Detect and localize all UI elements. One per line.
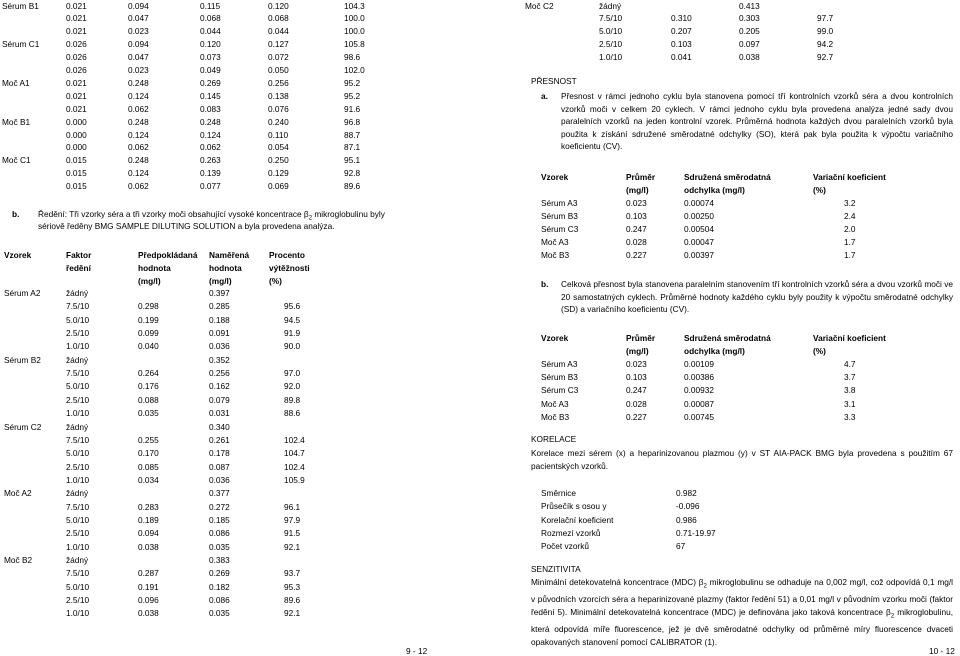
dilution-cell: 88.6 bbox=[284, 408, 301, 419]
precision-a-cell: Moč B3 bbox=[541, 250, 570, 261]
precision-a-cell: Sérum B3 bbox=[541, 211, 578, 222]
dilution-cell: 102.4 bbox=[284, 434, 305, 445]
linearity-cell: 0.000 bbox=[66, 129, 87, 140]
precision-a-cell: 2.0 bbox=[844, 224, 856, 235]
linearity-cell: 0.083 bbox=[200, 103, 221, 114]
linearity-cell: 0.110 bbox=[268, 129, 289, 140]
dilution-cell: 0.269 bbox=[209, 568, 230, 579]
linearity-cell: 100.0 bbox=[344, 26, 365, 37]
linearity-cell: 0.023 bbox=[128, 26, 149, 37]
dilution-cell: 1.0/10 bbox=[66, 474, 90, 485]
precision-a-header-cell: Variační koeficient bbox=[813, 172, 886, 182]
precision-b-cell: Sérum A3 bbox=[541, 359, 578, 369]
dilution-cell: 0.383 bbox=[209, 555, 230, 565]
dilution-cont-cell: 0.041 bbox=[671, 52, 692, 63]
precision-b-cell: 0.103 bbox=[626, 372, 647, 383]
dilution-cont-cell: 0.103 bbox=[671, 39, 692, 50]
precision-a-cell: 0.103 bbox=[626, 211, 647, 222]
linearity-cell: 0.068 bbox=[200, 13, 221, 24]
linearity-cell: Moč B1 bbox=[2, 116, 31, 127]
linearity-cell: 0.015 bbox=[66, 181, 87, 192]
dilution-cell: 1.0/10 bbox=[66, 341, 90, 352]
precision-b-cell: 3.8 bbox=[844, 385, 856, 396]
linearity-cell: 0.256 bbox=[268, 77, 289, 88]
linearity-cell: 89.6 bbox=[344, 181, 361, 192]
page-number-left: 9 - 12 bbox=[406, 646, 428, 656]
dilution-cell: 0.261 bbox=[209, 434, 230, 445]
dilution-cell: 0.038 bbox=[138, 541, 159, 552]
dilution-cell: 0.038 bbox=[138, 608, 159, 619]
precision-a-cell: 0.00074 bbox=[684, 198, 714, 208]
precision-a-cell: 1.7 bbox=[844, 237, 856, 248]
linearity-cell: 0.054 bbox=[268, 142, 289, 153]
dilution-cell: 89.8 bbox=[284, 394, 301, 405]
precision-b-cell: 0.00386 bbox=[684, 372, 714, 383]
dilution-cell: 0.085 bbox=[138, 461, 159, 472]
precision-a-cell: 1.7 bbox=[844, 250, 856, 261]
precision-a-header-cell: (%) bbox=[813, 185, 826, 195]
precision-a-cell: Sérum A3 bbox=[541, 198, 578, 208]
correlation-stat-cell: 0.71-19.97 bbox=[676, 527, 716, 538]
dilution-cell: 0.096 bbox=[138, 595, 159, 606]
dilution-cell: Sérum A2 bbox=[4, 288, 41, 298]
linearity-cell: 0.120 bbox=[268, 0, 289, 11]
precision-b-cell: 3.1 bbox=[844, 398, 856, 409]
linearity-cell: 0.021 bbox=[66, 90, 87, 101]
linearity-cell: 104.3 bbox=[344, 0, 365, 11]
dilution-cell: 94.5 bbox=[284, 314, 301, 325]
dilution-cell: Moč B2 bbox=[4, 555, 33, 565]
dilution-cell: 0.176 bbox=[138, 381, 159, 392]
dilution-cell: 0.079 bbox=[209, 394, 230, 405]
linearity-cell: 100.0 bbox=[344, 13, 365, 24]
precision-b-header-cell: Průměr bbox=[626, 333, 656, 343]
senzitivita-text: Minimální detekovatelná koncentrace (MDC) $\beta_2$ mikroglobulinu se odhaduje na 0,002 mg/l, což odpovídá 0,1 mg/l v původních vzorcích séra a heparinizované plazmy (faktor ředění 51) a 0,01 mg/l v původním vzorku moči (faktor ředění 5). Minimální detekovatelná koncentrace (MDC) je definována jako taková koncentrace $\beta_2$ mikroglobulinu, která odpovídá míře fluorescence, jež je dvě směrodatné odchylky od průměrné míry fluorescence dvaceti opakovaných stanovení pomocí CALIBRATOR (1). bbox=[531, 577, 954, 647]
dilution-cont-cell: 0.303 bbox=[739, 13, 760, 24]
linearity-cell: 0.068 bbox=[268, 13, 289, 24]
linearity-cell: 0.138 bbox=[268, 90, 289, 101]
linearity-cell: 0.115 bbox=[200, 0, 221, 11]
precision-b-header-cell: Variační koeficient bbox=[813, 333, 886, 343]
dilution-header-cell: (mg/l) bbox=[209, 276, 232, 286]
dilution-cell: 0.088 bbox=[138, 394, 159, 405]
dilution-header-cell: Vzorek bbox=[4, 250, 32, 260]
linearity-cell: 0.263 bbox=[200, 155, 221, 166]
dilution-cell: 90.0 bbox=[284, 341, 301, 352]
precision-b-cell: 3.3 bbox=[844, 411, 856, 422]
linearity-cell: 87.1 bbox=[344, 142, 361, 153]
linearity-cell: 0.127 bbox=[268, 39, 289, 50]
precision-a-header-cell: (mg/l) bbox=[626, 185, 649, 195]
linearity-cell: 0.021 bbox=[66, 13, 87, 24]
dilution-cell: 0.272 bbox=[209, 501, 230, 512]
linearity-cell: 0.000 bbox=[66, 142, 87, 153]
correlation-stat-cell: Korelační koeficient bbox=[541, 514, 614, 525]
dilution-cell: žádný bbox=[66, 354, 89, 365]
linearity-cell: 0.026 bbox=[66, 52, 87, 63]
dilution-cell: 0.031 bbox=[209, 408, 230, 419]
dilution-cell: 0.264 bbox=[138, 368, 159, 379]
dilution-cell: 95.3 bbox=[284, 581, 301, 592]
linearity-cell: 91.6 bbox=[344, 103, 361, 114]
linearity-cell: 0.124 bbox=[200, 129, 221, 140]
linearity-cell: 92.8 bbox=[344, 168, 361, 179]
dilution-cell: 0.099 bbox=[138, 328, 159, 339]
dilution-cell: 92.1 bbox=[284, 541, 301, 552]
dilution-cell: 96.1 bbox=[284, 501, 301, 512]
precision-b-header-cell: (%) bbox=[813, 346, 826, 356]
dilution-cell: 0.191 bbox=[138, 581, 159, 592]
linearity-cell: 0.026 bbox=[66, 39, 87, 50]
dilution-cell: Sérum B2 bbox=[4, 354, 41, 365]
dilution-cell: 92.1 bbox=[284, 608, 301, 619]
dilution-cell: 97.9 bbox=[284, 514, 301, 525]
precision-b-cell: Moč A3 bbox=[541, 398, 569, 409]
linearity-cell: 0.026 bbox=[66, 65, 87, 75]
dilution-cont-cell: 0.097 bbox=[739, 39, 760, 50]
dilution-cell: 97.0 bbox=[284, 368, 301, 379]
dilution-cell: 92.0 bbox=[284, 381, 301, 392]
presnost-a-marker: a. bbox=[541, 91, 548, 101]
linearity-cell: 0.094 bbox=[128, 39, 149, 50]
dilution-cell: 7.5/10 bbox=[66, 301, 90, 312]
right-page bbox=[522, 0, 960, 656]
dilution-cell: žádný bbox=[66, 488, 89, 499]
dilution-cell: 0.086 bbox=[209, 595, 230, 606]
dilution-cont-cell: 5.0/10 bbox=[599, 26, 623, 37]
linearity-cell: 0.124 bbox=[128, 129, 149, 140]
dilution-cell: 0.283 bbox=[138, 501, 159, 512]
linearity-cell: 0.248 bbox=[128, 155, 149, 166]
linearity-cell: 0.124 bbox=[128, 90, 149, 101]
dilution-header-cell: Faktor bbox=[66, 250, 92, 260]
linearity-cell: 0.062 bbox=[128, 103, 149, 114]
dilution-cell: 2.5/10 bbox=[66, 394, 90, 405]
precision-b-cell: 0.00745 bbox=[684, 411, 714, 422]
linearity-cell: 0.077 bbox=[200, 181, 221, 192]
precision-a-cell: 0.00397 bbox=[684, 250, 714, 261]
linearity-cell: 98.6 bbox=[344, 52, 361, 63]
left-page bbox=[0, 0, 432, 656]
dilution-cell: Moč A2 bbox=[4, 488, 32, 499]
dilution-cell: 104.7 bbox=[284, 448, 305, 459]
linearity-cell: 0.062 bbox=[128, 181, 149, 192]
linearity-cell: 0.015 bbox=[66, 155, 87, 166]
linearity-cell: 95.1 bbox=[344, 155, 361, 166]
linearity-cell: 0.047 bbox=[128, 13, 149, 24]
dilution-cell: žádný bbox=[66, 555, 89, 565]
dilution-cont-cell: žádný bbox=[599, 0, 622, 11]
linearity-cell: 0.129 bbox=[268, 168, 289, 179]
dilution-cell: 7.5/10 bbox=[66, 434, 90, 445]
dilution-cell: 0.256 bbox=[209, 368, 230, 379]
dilution-cell: žádný bbox=[66, 288, 89, 298]
dilution-header-cell: Naměřená bbox=[209, 250, 250, 260]
precision-b-cell: 0.247 bbox=[626, 385, 647, 396]
precision-b-cell: 0.00087 bbox=[684, 398, 714, 409]
linearity-cell: 96.8 bbox=[344, 116, 361, 127]
precision-b-header-cell: Sdružená směrodatná bbox=[684, 333, 771, 343]
precision-a-cell: Sérum C3 bbox=[541, 224, 579, 235]
linearity-cell: 0.145 bbox=[200, 90, 221, 101]
precision-a-cell: 0.00250 bbox=[684, 211, 714, 222]
dilution-cell: 0.185 bbox=[209, 514, 230, 525]
dilution-cell: 1.0/10 bbox=[66, 408, 90, 419]
linearity-cell: 0.073 bbox=[200, 52, 221, 63]
dilution-header-cell: Procento bbox=[269, 250, 305, 260]
dilution-cont-cell: Moč C2 bbox=[525, 0, 554, 11]
dilution-header-cell: (mg/l) bbox=[138, 276, 161, 286]
linearity-cell: 88.7 bbox=[344, 129, 361, 140]
linearity-cell: 0.269 bbox=[200, 77, 221, 88]
linearity-cell: 95.2 bbox=[344, 90, 361, 101]
linearity-cell: 0.076 bbox=[268, 103, 289, 114]
dilution-cont-cell: 0.310 bbox=[671, 13, 692, 24]
linearity-cell: 0.240 bbox=[268, 116, 289, 127]
precision-b-cell: Sérum C3 bbox=[541, 385, 579, 396]
dilution-cont-cell: 0.413 bbox=[739, 0, 760, 11]
linearity-cell: 0.248 bbox=[200, 116, 221, 127]
dilution-cell: 91.9 bbox=[284, 328, 301, 339]
precision-a-cell: 0.023 bbox=[626, 198, 647, 208]
linearity-cell: 0.000 bbox=[66, 116, 87, 127]
dilution-header-cell: Předpokládaná bbox=[138, 250, 198, 260]
linearity-cell: 0.047 bbox=[128, 52, 149, 63]
precision-b-header-cell: odchylka (mg/l) bbox=[684, 346, 745, 356]
linearity-cell: 95.2 bbox=[344, 77, 361, 88]
precision-b-cell: 3.7 bbox=[844, 372, 856, 383]
precision-a-header-cell: Průměr bbox=[626, 172, 656, 182]
dilution-cell: 2.5/10 bbox=[66, 528, 90, 539]
dilution-cell: 0.035 bbox=[209, 541, 230, 552]
dilution-cont-cell: 97.7 bbox=[817, 13, 834, 24]
dilution-cell: 0.199 bbox=[138, 314, 159, 325]
precision-b-header-cell: (mg/l) bbox=[626, 346, 649, 356]
dilution-cont-cell: 1.0/10 bbox=[599, 52, 623, 63]
dilution-cell: 0.036 bbox=[209, 341, 230, 352]
dilution-cont-cell: 99.0 bbox=[817, 26, 834, 37]
dilution-cell: 0.035 bbox=[138, 408, 159, 419]
dilution-cell: 0.352 bbox=[209, 354, 230, 365]
linearity-cell: 0.015 bbox=[66, 168, 87, 179]
precision-b-cell: 4.7 bbox=[844, 359, 856, 369]
dilution-cell: 0.162 bbox=[209, 381, 230, 392]
dilution-cont-cell: 0.207 bbox=[671, 26, 692, 37]
dilution-cell: 7.5/10 bbox=[66, 368, 90, 379]
linearity-cell: 102.0 bbox=[344, 65, 365, 75]
correlation-stat-cell: Směrnice bbox=[541, 488, 577, 498]
linearity-cell: 0.021 bbox=[66, 103, 87, 114]
correlation-stat-cell: 0.982 bbox=[676, 488, 697, 498]
dilution-cell: 0.086 bbox=[209, 528, 230, 539]
linearity-cell: Sérum C1 bbox=[2, 39, 40, 50]
precision-b-cell: 0.028 bbox=[626, 398, 647, 409]
dilution-header-cell: (%) bbox=[269, 276, 282, 286]
dilution-cell: 91.5 bbox=[284, 528, 301, 539]
precision-a-header-cell: odchylka (mg/l) bbox=[684, 185, 745, 195]
dilution-cell: 0.285 bbox=[209, 301, 230, 312]
dilution-cell: 1.0/10 bbox=[66, 608, 90, 619]
precision-b-cell: 0.00932 bbox=[684, 385, 714, 396]
dilution-cell: Sérum C2 bbox=[4, 421, 42, 432]
precision-a-cell: 0.00047 bbox=[684, 237, 714, 248]
dilution-cell: 5.0/10 bbox=[66, 381, 90, 392]
dilution-cell: 0.087 bbox=[209, 461, 230, 472]
linearity-cell: Sérum B1 bbox=[2, 0, 39, 11]
dilution-cell: 0.182 bbox=[209, 581, 230, 592]
linearity-cell: Moč A1 bbox=[2, 77, 30, 88]
presnost-heading: PŘESNOST bbox=[531, 76, 577, 86]
dilution-cell: 2.5/10 bbox=[66, 328, 90, 339]
dilution-cell: 7.5/10 bbox=[66, 568, 90, 579]
dilution-cell: 0.035 bbox=[209, 608, 230, 619]
precision-a-cell: 2.4 bbox=[844, 211, 856, 222]
dilution-cell: 2.5/10 bbox=[66, 595, 90, 606]
dilution-cell: 0.188 bbox=[209, 314, 230, 325]
linearity-cell: 0.021 bbox=[66, 77, 87, 88]
precision-a-cell: 0.247 bbox=[626, 224, 647, 235]
dilution-cell: 2.5/10 bbox=[66, 461, 90, 472]
linearity-cell: 0.062 bbox=[128, 142, 149, 153]
linearity-cell: 0.044 bbox=[200, 26, 221, 37]
linearity-cell: 0.023 bbox=[128, 65, 149, 75]
dilution-cell: 102.4 bbox=[284, 461, 305, 472]
linearity-cell: 0.250 bbox=[268, 155, 289, 166]
dilution-cell: 0.189 bbox=[138, 514, 159, 525]
linearity-cell: 105.8 bbox=[344, 39, 365, 50]
dilution-header-cell: výtěžnosti bbox=[269, 263, 310, 273]
linearity-cell: 0.248 bbox=[128, 77, 149, 88]
correlation-stat-cell: Průsečík s osou y bbox=[541, 501, 607, 512]
precision-b-cell: 0.00109 bbox=[684, 359, 714, 369]
precision-b-cell: Moč B3 bbox=[541, 411, 570, 422]
presnost-b-marker: b. bbox=[541, 279, 549, 289]
linearity-cell: 0.248 bbox=[128, 116, 149, 127]
precision-b-cell: 0.023 bbox=[626, 359, 647, 369]
section-b-text-line2: sériově ředěny BMG SAMPLE DILUTING SOLUTION a byla provedena analýza. bbox=[38, 221, 335, 231]
linearity-cell: Moč C1 bbox=[2, 155, 31, 166]
linearity-cell: 0.124 bbox=[128, 168, 149, 179]
dilution-cell: 0.091 bbox=[209, 328, 230, 339]
dilution-header-cell: hodnota bbox=[209, 263, 242, 273]
precision-b-header-cell: Vzorek bbox=[541, 333, 569, 343]
linearity-cell: 0.069 bbox=[268, 181, 289, 192]
precision-a-cell: 0.028 bbox=[626, 237, 647, 248]
dilution-cont-cell: 92.7 bbox=[817, 52, 834, 63]
dilution-cell: 0.377 bbox=[209, 488, 230, 499]
dilution-cell: 95.6 bbox=[284, 301, 301, 312]
dilution-cell: 0.255 bbox=[138, 434, 159, 445]
section-b-marker: b. bbox=[12, 209, 20, 219]
dilution-cell: 7.5/10 bbox=[66, 501, 90, 512]
page-number-right: 10 - 12 bbox=[929, 646, 955, 656]
linearity-cell: 0.072 bbox=[268, 52, 289, 63]
korelace-text: Korelace mezi sérem (x) a heparinizovanou plazmou (y) v ST AIA-PACK BMG byla provedena s použitím 67 pacientských vzorků. bbox=[531, 448, 953, 471]
precision-a-cell: Moč A3 bbox=[541, 237, 569, 248]
precision-a-cell: 3.2 bbox=[844, 198, 856, 208]
korelace-heading: KORELACE bbox=[531, 434, 577, 444]
precision-a-cell: 0.00504 bbox=[684, 224, 714, 235]
dilution-cell: 0.170 bbox=[138, 448, 159, 459]
precision-b-cell: Sérum B3 bbox=[541, 372, 578, 383]
linearity-cell: 0.062 bbox=[200, 142, 221, 153]
dilution-cell: 1.0/10 bbox=[66, 541, 90, 552]
dilution-header-cell: ředění bbox=[66, 263, 91, 273]
linearity-cell: 0.044 bbox=[268, 26, 289, 37]
linearity-cell: 0.094 bbox=[128, 0, 149, 11]
correlation-stat-cell: Rozmezí vzorků bbox=[541, 527, 601, 538]
precision-b-cell: 0.227 bbox=[626, 411, 647, 422]
dilution-cell: 105.9 bbox=[284, 474, 305, 485]
dilution-cell: 93.7 bbox=[284, 568, 301, 579]
dilution-cont-cell: 0.038 bbox=[739, 52, 760, 63]
precision-a-header-cell: Vzorek bbox=[541, 172, 569, 182]
correlation-stat-cell: Počet vzorků bbox=[541, 541, 589, 552]
senzitivita-heading: SENZITIVITA bbox=[531, 564, 581, 574]
correlation-stat-cell: 67 bbox=[676, 541, 686, 552]
dilution-cell: 0.340 bbox=[209, 421, 230, 432]
dilution-cell: 5.0/10 bbox=[66, 514, 90, 525]
dilution-cell: žádný bbox=[66, 421, 89, 432]
presnost-b-text: Celková přesnost byla stanovena paralelním stanovením tří kontrolních vzorků séra a dvou vzorků moči ve 20 samostatných cyklech. Průměrné hodnoty každého cyklu byly použity k výpočtu směrodatné odchylky (SD) a variačního koeficientu (CV). bbox=[561, 279, 953, 315]
dilution-cont-cell: 0.205 bbox=[739, 26, 760, 37]
dilution-cell: 89.6 bbox=[284, 595, 301, 606]
section-b-text-line1: Ředění: Tři vzorky séra a tři vzorky moči obsahující vysoké koncentrace $\beta_2$ mikroglobulinu byly bbox=[38, 209, 385, 222]
linearity-cell: 0.050 bbox=[268, 65, 289, 75]
linearity-cell: 0.021 bbox=[66, 26, 87, 37]
dilution-cell: 5.0/10 bbox=[66, 448, 90, 459]
linearity-cell: 0.021 bbox=[66, 0, 87, 11]
dilution-cell: 0.034 bbox=[138, 474, 159, 485]
correlation-stat-cell: -0.096 bbox=[676, 501, 700, 512]
linearity-cell: 0.120 bbox=[200, 39, 221, 50]
dilution-cell: 0.094 bbox=[138, 528, 159, 539]
dilution-header-cell: hodnota bbox=[138, 263, 171, 273]
dilution-cell: 0.397 bbox=[209, 288, 230, 298]
linearity-cell: 0.139 bbox=[200, 168, 221, 179]
correlation-stat-cell: 0.986 bbox=[676, 514, 697, 525]
dilution-cell: 0.298 bbox=[138, 301, 159, 312]
dilution-cont-cell: 94.2 bbox=[817, 39, 834, 50]
precision-a-cell: 0.227 bbox=[626, 250, 647, 261]
dilution-cell: 0.040 bbox=[138, 341, 159, 352]
dilution-cell: 5.0/10 bbox=[66, 314, 90, 325]
presnost-a-text: Přesnost v rámci jednoho cyklu byla stanovena pomocí tří kontrolních vzorků séra a dvou kontrolních vzorků moči v celkem 20 cyklech. V rámci jednoho cyklu byla provedena analýza jedné sady dvou paralelních vzorků na jeden kontrolní vzorek. Průměrná hodnota každých dvou paralelních vzorků byla použita k získání sdružené směrodatné odchylky (SO), která pak byla použita k výpočtu variačního koeficientu (CV). bbox=[561, 91, 953, 152]
dilution-cell: 0.287 bbox=[138, 568, 159, 579]
dilution-cell: 0.036 bbox=[209, 474, 230, 485]
dilution-cell: 5.0/10 bbox=[66, 581, 90, 592]
linearity-cell: 0.049 bbox=[200, 65, 221, 75]
dilution-cont-cell: 2.5/10 bbox=[599, 39, 623, 50]
dilution-cont-cell: 7.5/10 bbox=[599, 13, 623, 24]
precision-a-header-cell: Sdružená směrodatná bbox=[684, 172, 771, 182]
dilution-cell: 0.178 bbox=[209, 448, 230, 459]
